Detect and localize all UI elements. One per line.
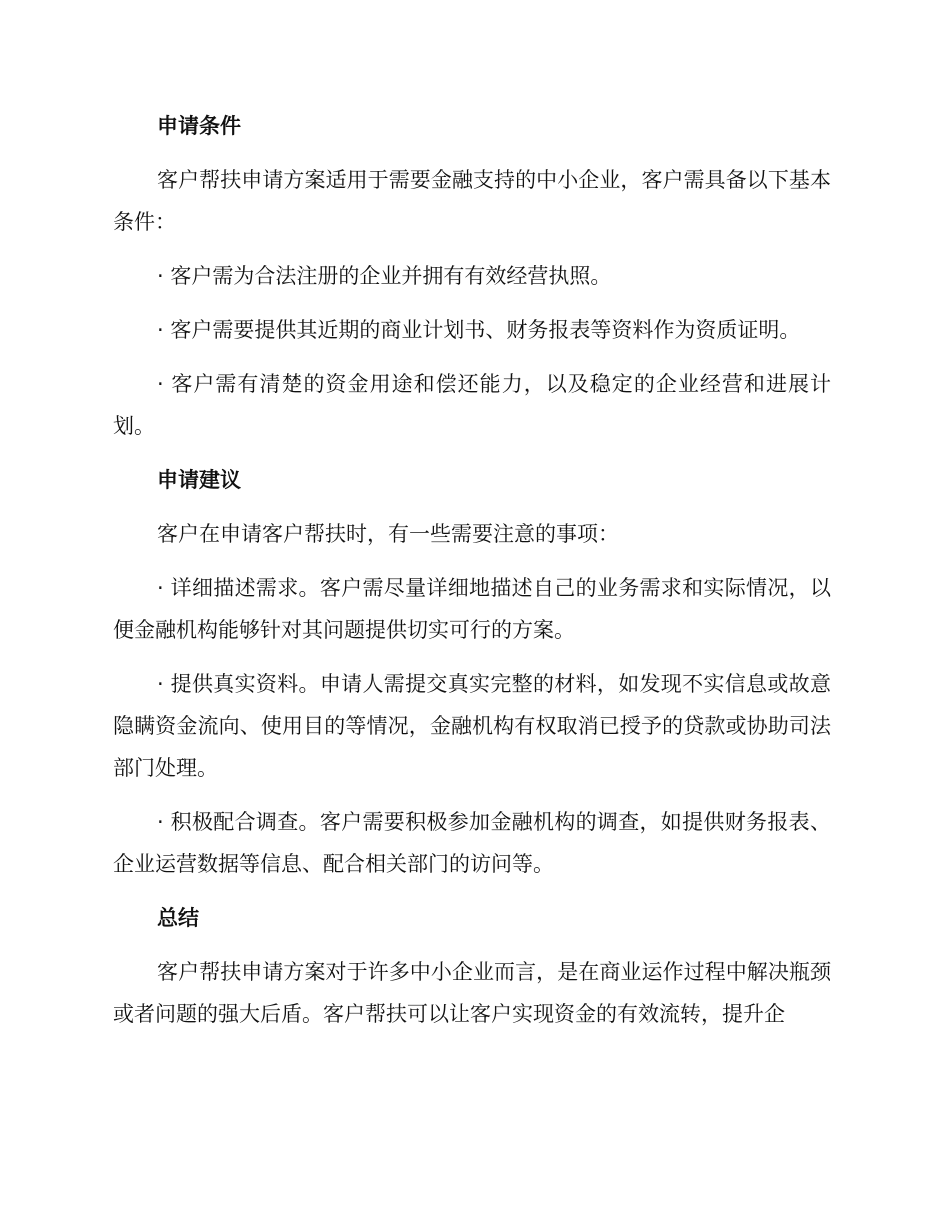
section-heading-suggestions: 申请建议 bbox=[157, 468, 241, 492]
section-heading-summary: 总结 bbox=[157, 906, 199, 930]
suggestions-bullet-cooperate: · 积极配合调查。客户需要积极参加金融机构的调查，如提供财务报表、企业运营数据等信息、配合相关部门的访问等。 bbox=[113, 810, 831, 876]
section-heading-conditions: 申请条件 bbox=[157, 114, 241, 138]
suggestions-bullet-true-materials: · 提供真实资料。申请人需提交真实完整的材料，如发现不实信息或故意隐瞒资金流向、使用目的等情况，金融机构有权取消已授予的贷款或协助司法部门处理。 bbox=[113, 672, 831, 780]
summary-paragraph: 客户帮扶申请方案对于许多中小企业而言，是在商业运作过程中解决瓶颈或者问题的强大后盾。客户帮扶可以让客户实现资金的有效流转，提升企 bbox=[113, 960, 831, 1026]
document-body bbox=[113, 105, 831, 1047]
conditions-bullet-documents: · 客户需要提供其近期的商业计划书、财务报表等资料作为资质证明。 bbox=[157, 318, 801, 342]
conditions-bullet-license: · 客户需为合法注册的企业并拥有有效经营执照。 bbox=[157, 264, 612, 288]
conditions-bullet-repayment: · 客户需有清楚的资金用途和偿还能力，以及稳定的企业经营和进展计划。 bbox=[113, 372, 831, 438]
conditions-intro-paragraph: 客户帮扶申请方案适用于需要金融支持的中小企业，客户需具备以下基本条件： bbox=[113, 168, 831, 234]
suggestions-bullet-describe-needs: · 详细描述需求。客户需尽量详细地描述自己的业务需求和实际情况，以便金融机构能够针对其问题提供切实可行的方案。 bbox=[113, 576, 831, 642]
suggestions-intro-paragraph: 客户在申请客户帮扶时，有一些需要注意的事项： bbox=[157, 522, 619, 546]
